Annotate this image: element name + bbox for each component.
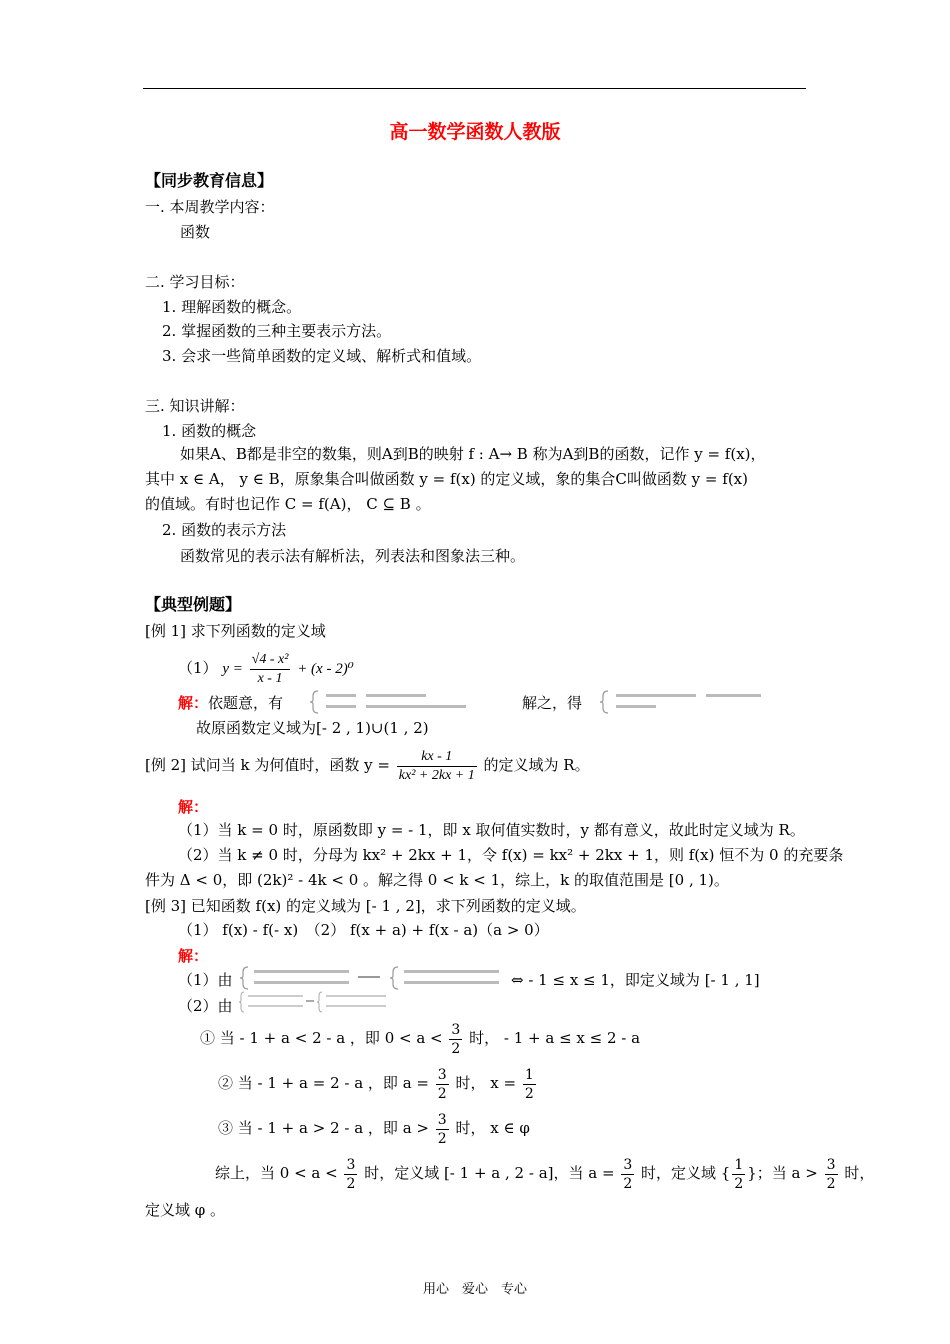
example-3-system-glyph-1 — [240, 964, 510, 992]
summary-e: 时， — [844, 1164, 875, 1182]
summary-fraction-2 — [621, 1156, 634, 1193]
example-2-line-1: （1）当 k = 0 时，原函数即 y = - 1，即 x 取何值实数时，y 都有意义，故此时定义域为 R。 — [178, 821, 805, 839]
example-1-numerator: √4 - x² — [250, 651, 291, 670]
case-2-x-fraction — [523, 1066, 536, 1103]
example-2-solution-label: 解： — [178, 798, 209, 816]
summary-f1-numerator: 3 — [346, 1156, 356, 1173]
case-3-a: ③ 当 - 1 + a > 2 - a ，即 a > — [218, 1119, 429, 1137]
case-2-a: ② 当 - 1 + a = 2 - a ，即 a = — [218, 1074, 429, 1092]
summary-fraction-1 — [344, 1156, 357, 1193]
example-2-line-2: （2）当 k ≠ 0 时，分母为 kx² + 2kx + 1，令 f(x) = kx² + 2kx + 1，则 f(x) 恒不为 0 的充要条 — [178, 846, 844, 864]
example-1-system-glyph-2 — [600, 688, 770, 716]
example-3-line-2-a: （2）由 — [178, 997, 233, 1015]
case-1-b: 时， - 1 + a ≤ x ≤ 2 - a — [469, 1029, 641, 1047]
example-2-question-a: [例 2] 试问当 k 为何值时，函数 y = — [145, 756, 390, 774]
case-3-b: 时， x ∈ φ — [455, 1119, 530, 1137]
example-1-system-glyph-1 — [310, 688, 500, 716]
knowledge-2-heading: 2. 函数的表示方法 — [162, 521, 287, 539]
header-rule — [143, 88, 806, 89]
case-1-numerator: 3 — [451, 1021, 461, 1038]
case-1-a: ① 当 - 1 + a < 2 - a ，即 0 < a < — [200, 1029, 443, 1047]
summary-d: }；当 a > — [747, 1164, 818, 1182]
case-2-denominator: 2 — [437, 1085, 447, 1102]
summary-f4-numerator: 3 — [826, 1156, 836, 1173]
example-2-numerator: kx - 1 — [397, 748, 477, 767]
example-3-case-3 — [218, 1108, 530, 1148]
section-examples: 【典型例题】 — [145, 597, 242, 614]
goal-1: 1. 理解函数的概念。 — [162, 298, 302, 316]
example-3-summary-end: 定义域 φ 。 — [145, 1201, 226, 1219]
summary-f2-denominator: 2 — [623, 1175, 633, 1192]
case-1-fraction — [449, 1021, 462, 1058]
summary-b: 时，定义域 [- 1 + a , 2 - a]，当 a = — [364, 1164, 615, 1182]
goal-2: 2. 掌握函数的三种主要表示方法。 — [162, 322, 392, 340]
knowledge-1-line-2: 其中 x ∈ A， y ∈ B，原象集合叫做函数 y = f(x) 的定义域，象的集合C叫做函数 y = f(x) — [145, 470, 748, 488]
example-3-solution-label: 解： — [178, 947, 209, 965]
example-1-item-label: （1） — [178, 659, 218, 677]
knowledge-1-line-1: 如果A、B都是非空的数集，则A到B的映射 f : A→ B 称为A到B的函数，记作 y = f(x)， — [180, 445, 766, 463]
summary-f2-numerator: 3 — [623, 1156, 633, 1173]
example-1-result: 故原函数定义域为[- 2 , 1)∪(1 , 2) — [196, 719, 429, 737]
case-2-b: 时， x = — [455, 1074, 517, 1092]
example-1-solution-a: 依题意，有 — [208, 694, 284, 712]
case-3-numerator: 3 — [437, 1111, 447, 1128]
example-2-question — [145, 745, 590, 785]
example-3-summary — [215, 1153, 874, 1193]
example-1-denominator: x - 1 — [257, 670, 283, 686]
example-2-denominator: kx² + 2kx + 1 — [398, 767, 475, 783]
knowledge-2-body: 函数常见的表示法有解析法，列表法和图象法三种。 — [180, 547, 526, 565]
example-3-case-1 — [200, 1018, 640, 1058]
summary-f4-denominator: 2 — [826, 1175, 836, 1192]
example-3-line-1-a: （1）由 — [178, 971, 233, 989]
page-title: 高一数学函数人教版 — [389, 122, 561, 143]
example-1-solution-label: 解： — [178, 694, 209, 712]
summary-f3-numerator: 1 — [734, 1156, 744, 1173]
example-1-tail: + (x - 2)⁰ — [297, 661, 354, 677]
example-3-question: [例 3] 已知函数 f(x) 的定义域为 [- 1 , 2]，求下列函数的定义域。 — [145, 897, 586, 915]
page-footer: 用心 爱心 专心 — [422, 1282, 527, 1297]
example-3-case-2 — [218, 1063, 538, 1103]
example-1-fraction — [250, 651, 291, 688]
example-3-system-glyph-2 — [238, 990, 398, 1014]
part1-body: 函数 — [180, 223, 211, 241]
example-2-line-3: 件为 Δ < 0，即 (2k)² - 4k < 0 。解之得 0 < k < 1，综上，k 的取值范围是 [0 , 1)。 — [145, 871, 729, 889]
case-1-denominator: 2 — [451, 1040, 461, 1057]
example-3-line-1-b: ⇔ - 1 ≤ x ≤ 1，即定义域为 [- 1 , 1] — [511, 971, 760, 989]
summary-f3-denominator: 2 — [734, 1175, 744, 1192]
example-1-solution — [178, 693, 283, 713]
summary-c: 时，定义域 { — [641, 1164, 731, 1182]
summary-a: 综上，当 0 < a < — [215, 1164, 338, 1182]
summary-fraction-3 — [732, 1156, 745, 1193]
case-2-fraction — [436, 1066, 449, 1103]
example-1-question: [例 1] 求下列函数的定义域 — [145, 622, 326, 640]
case-3-denominator: 2 — [437, 1130, 447, 1147]
example-1-formula — [178, 648, 354, 689]
knowledge-1-line-3: 的值域。有时也记作 C = f(A)， C ⊆ B 。 — [145, 495, 431, 513]
example-3-items: （1） f(x) - f(- x) （2） f(x + a) + f(x - a)（a > 0） — [178, 921, 549, 939]
example-2-question-b: 的定义域为 R。 — [483, 756, 590, 774]
example-1-y: y = — [222, 661, 243, 677]
case-3-fraction — [436, 1111, 449, 1148]
case-2-x-numerator: 1 — [524, 1066, 534, 1083]
summary-fraction-4 — [825, 1156, 838, 1193]
summary-f1-denominator: 2 — [346, 1175, 356, 1192]
part1-heading: 一. 本周教学内容： — [145, 198, 275, 216]
goal-3: 3. 会求一些简单函数的定义域、解析式和值域。 — [162, 347, 482, 365]
knowledge-1-heading: 1. 函数的概念 — [162, 422, 257, 440]
example-2-fraction — [397, 748, 477, 785]
case-2-numerator: 3 — [437, 1066, 447, 1083]
part3-heading: 三. 知识讲解： — [145, 397, 245, 415]
case-2-x-denominator: 2 — [524, 1085, 534, 1102]
section-sync-info: 【同步教育信息】 — [145, 173, 274, 190]
example-1-solution-b: 解之，得 — [522, 694, 583, 712]
part2-heading: 二. 学习目标： — [145, 273, 245, 291]
